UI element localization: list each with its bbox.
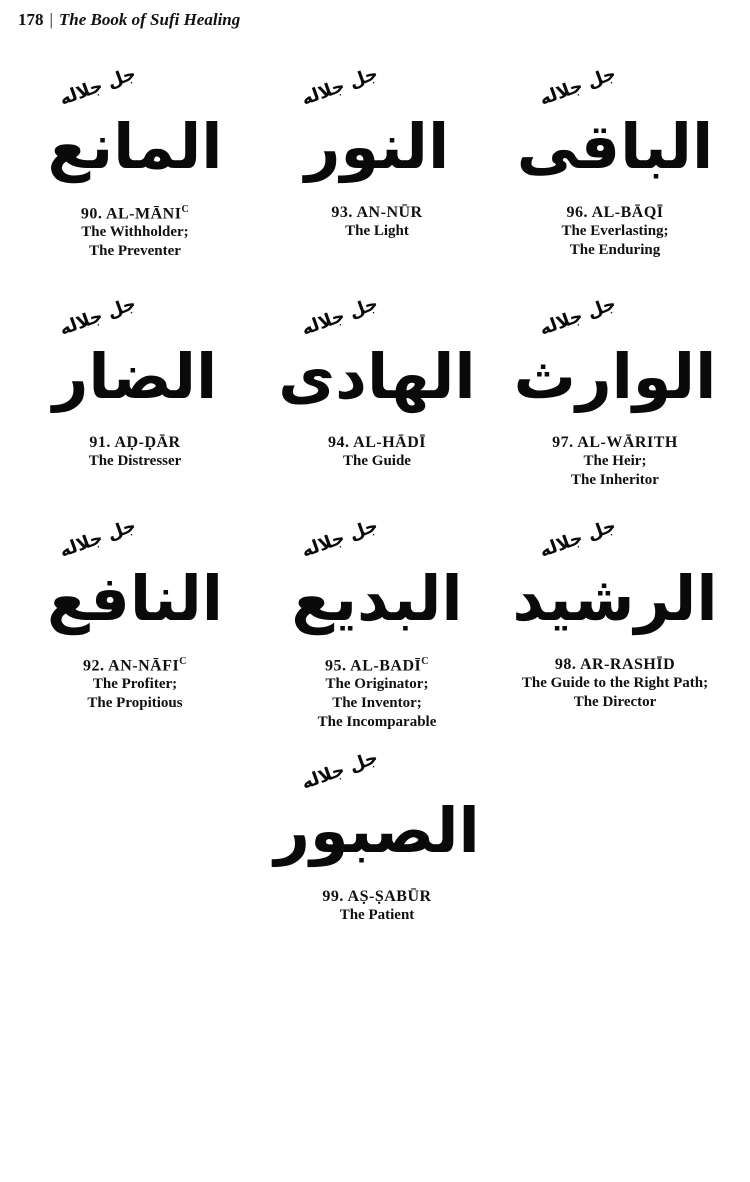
honorific-text: جل جلاله [56,293,139,340]
meaning-line: The Profiter; [92,676,178,693]
entry-number: 91. [89,434,111,451]
arabic-calligraphy [10,515,260,635]
arabic-name: الرشيد [512,562,718,635]
transliteration: AL-HĀDĪ [353,434,426,451]
name-entry-99 [252,747,502,925]
meaning-line: The Distresser [88,453,182,469]
transliteration: AṢ-ṢABŪR [347,888,432,905]
entry-title [490,204,740,222]
meaning-line: The Preventer [89,243,181,260]
name-entry-94 [252,293,502,471]
entry-number: 94. [328,434,350,451]
entry-title [252,434,502,452]
entry-title [10,204,260,223]
arabic-calligraphy [10,293,260,413]
honorific-text: جل جلاله [56,515,139,562]
name-entry-92 [10,515,260,713]
entry-number: 99. [322,888,344,905]
entry-title [252,204,502,222]
arabic-calligraphy [490,293,740,413]
entry-number: 93. [331,204,353,221]
meaning-line: The Originator; [325,676,429,693]
name-entry-96 [490,63,740,260]
arabic-name: النور [304,110,450,183]
entry-number: 98. [554,656,577,673]
transliteration: AL-WĀRITH [577,434,678,451]
entry-title [10,434,260,452]
entry-title [10,656,260,675]
book-title: The Book of Sufi Healing [58,10,241,29]
meaning-line: The Withholder; [81,224,189,241]
meaning-line: The Director [573,694,657,710]
honorific-text: جل جلاله [536,293,619,340]
arabic-name: النافع [46,562,224,635]
honorific-text: جل جلاله [298,63,381,110]
arabic-calligraphy [252,63,502,183]
page-header [18,10,240,30]
transliteration: AR-RASHĪD [579,656,676,673]
superscript: C [421,656,429,667]
arabic-name: الهادى [278,340,476,413]
entry-title [252,656,502,675]
arabic-calligraphy [10,63,260,183]
transliteration: AN-NŪR [356,204,423,221]
transliteration: AN-NĀFI [108,657,180,675]
arabic-name: الباقى [516,110,714,183]
name-entry-95 [252,515,502,732]
arabic-name: الضار [52,340,218,413]
meaning-line: The Incomparable [317,714,437,731]
name-entry-93 [252,63,502,241]
meaning-line: The Heir; [583,453,647,469]
honorific-text: جل جلاله [298,515,381,562]
entry-number: 95. [325,657,347,675]
entry-title [490,656,740,674]
superscript: C [181,204,190,215]
honorific-text: جل جلاله [298,293,381,340]
name-entry-97 [490,293,740,490]
arabic-calligraphy [252,293,502,413]
meaning-line: The Guide [343,453,411,469]
transliteration: AL-MĀNI [105,205,182,223]
meaning-line: The Inventor; [332,695,422,712]
arabic-calligraphy [252,515,502,635]
honorific-text: جل جلاله [298,747,381,794]
name-entry-98 [490,515,740,712]
header-separator: | [49,10,53,29]
honorific-text: جل جلاله [56,63,139,110]
entry-title [490,434,740,452]
arabic-calligraphy [252,747,502,867]
arabic-calligraphy [490,63,740,183]
meaning-line: The Enduring [569,242,661,258]
name-entry-91 [10,293,260,471]
transliteration: AḌ-ḌĀR [114,434,181,451]
page-number: 178 [18,10,44,29]
arabic-name: الصبور [274,794,480,867]
meaning-line: The Everlasting; [561,223,669,239]
meaning-line: The Propitious [87,695,183,712]
arabic-calligraphy [490,515,740,635]
meaning-line: The Patient [339,907,415,923]
entry-number: 90. [80,205,103,223]
name-entry-90 [10,63,260,261]
entry-number: 96. [566,204,588,221]
entry-number: 97. [552,434,574,451]
superscript: C [179,656,187,667]
arabic-name: البديع [291,562,463,635]
transliteration: AL-BĀQĪ [591,204,664,221]
honorific-text: جل جلاله [536,63,619,110]
arabic-name: الوارث [513,340,717,413]
entry-number: 92. [83,657,105,675]
meaning-line: The Inheritor [571,472,659,488]
meaning-line: The Guide to the Right Path; [521,675,709,691]
entry-title [252,888,502,906]
arabic-name: المانع [47,110,223,183]
meaning-line: The Light [345,223,409,239]
transliteration: AL-BADĪ [350,657,422,675]
honorific-text: جل جلاله [536,515,619,562]
